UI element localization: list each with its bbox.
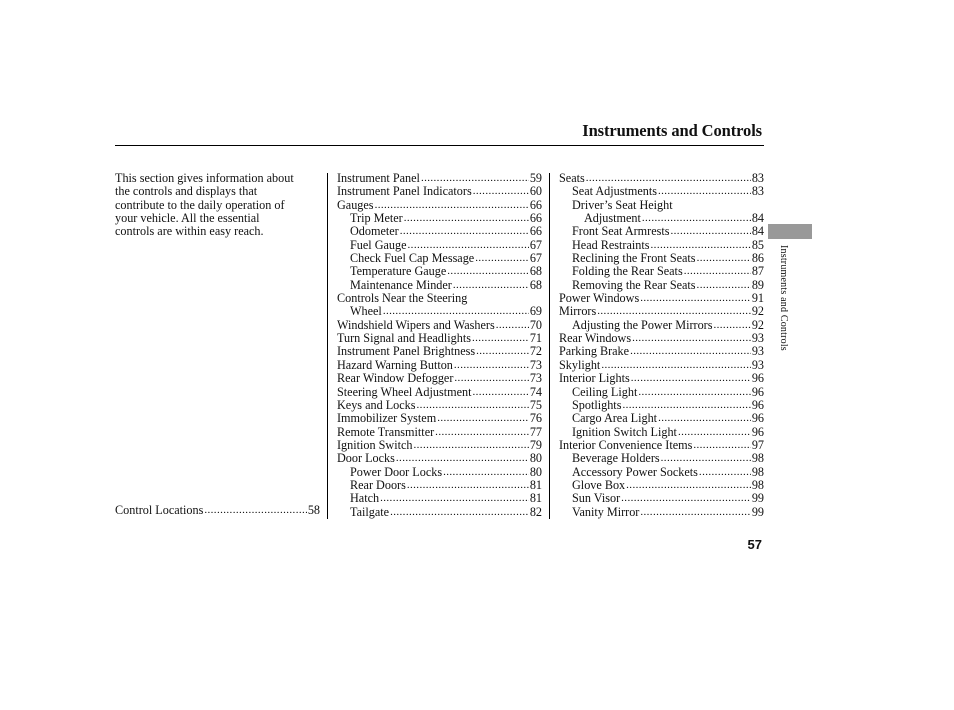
- toc-entry-label: Wheel: [350, 304, 382, 319]
- toc-entry[interactable]: [559, 452, 764, 465]
- toc-column-1: [337, 172, 542, 519]
- toc-entry[interactable]: [337, 225, 542, 238]
- toc-entry[interactable]: [337, 399, 542, 412]
- toc-entry-page: 80: [529, 451, 542, 466]
- dot-leader: [697, 252, 751, 265]
- toc-entry[interactable]: [337, 172, 542, 185]
- toc-entry-label: Tailgate: [350, 504, 390, 519]
- toc-entry-label: Keys and Locks: [337, 397, 416, 412]
- dot-leader: [658, 412, 751, 425]
- dot-leader: [473, 185, 529, 198]
- toc-entry-label: Interior Convenience Items: [559, 437, 693, 452]
- toc-entry[interactable]: [559, 305, 764, 318]
- dot-leader: [684, 265, 751, 278]
- toc-entry-page: 83: [751, 184, 764, 199]
- dot-leader: [632, 332, 751, 345]
- toc-entry-label: Seat Adjustments: [572, 184, 657, 199]
- dot-leader: [417, 399, 529, 412]
- toc-entry-label: Power Windows: [559, 291, 640, 306]
- toc-entry-label: Odometer: [350, 224, 399, 239]
- toc-entry[interactable]: [559, 479, 764, 492]
- dot-leader: [631, 372, 751, 385]
- toc-entry-label: Folding the Rear Seats: [572, 264, 683, 279]
- toc-entry-label: Cargo Area Light: [572, 411, 658, 426]
- dot-leader: [661, 452, 751, 465]
- toc-entry-label: Remote Transmitter: [337, 424, 435, 439]
- dot-leader: [621, 492, 751, 505]
- toc-entry-page: 93: [751, 331, 764, 346]
- dot-leader: [642, 212, 751, 225]
- toc-entry[interactable]: [559, 252, 764, 265]
- toc-entry-page: 80: [529, 464, 542, 479]
- toc-entry[interactable]: [559, 372, 764, 385]
- toc-entry-page: 77: [529, 424, 542, 439]
- toc-entry-label: Instrument Panel: [337, 171, 420, 185]
- toc-entry-label: Temperature Gauge: [350, 264, 447, 279]
- toc-entry-page: 92: [751, 317, 764, 332]
- dot-leader: [421, 172, 529, 185]
- toc-entry-label: Turn Signal and Headlights: [337, 331, 471, 346]
- toc-entry-label: Instrument Panel Indicators: [337, 184, 472, 199]
- toc-entry[interactable]: [559, 412, 764, 425]
- toc-entry-label: Skylight: [559, 357, 601, 372]
- toc-entry-label: Adjusting the Power Mirrors: [572, 317, 713, 332]
- toc-entry-label: Parking Brake: [559, 344, 630, 359]
- toc-entry[interactable]: [559, 199, 764, 212]
- toc-entry-page: 66: [529, 211, 542, 226]
- toc-entry[interactable]: [337, 386, 542, 399]
- dot-leader: [447, 265, 529, 278]
- toc-entry-label: Door Locks: [337, 451, 395, 466]
- dot-leader: [454, 359, 529, 372]
- dot-leader: [407, 479, 529, 492]
- toc-entry-page: 96: [751, 371, 764, 386]
- dot-leader: [658, 185, 751, 198]
- column-divider: [327, 173, 328, 519]
- dot-leader: [693, 439, 750, 452]
- toc-entry-page: 84: [751, 211, 764, 226]
- dot-leader: [597, 305, 751, 318]
- dot-leader: [437, 412, 529, 425]
- toc-entry-page: 92: [751, 304, 764, 319]
- toc-entry[interactable]: [559, 345, 764, 358]
- toc-entry[interactable]: [337, 452, 542, 465]
- toc-entry[interactable]: [559, 239, 764, 252]
- intro-line: the controls and displays that: [115, 184, 258, 199]
- dot-leader: [713, 319, 750, 332]
- toc-entry[interactable]: [559, 399, 764, 412]
- toc-entry[interactable]: [337, 466, 542, 479]
- dot-leader: [697, 279, 751, 292]
- page-number: 57: [747, 537, 762, 552]
- dot-leader: [404, 212, 529, 225]
- toc-entry-label: Head Restraints: [572, 237, 650, 252]
- toc-entry[interactable]: [559, 359, 764, 372]
- dot-leader: [622, 399, 750, 412]
- dot-leader: [699, 466, 751, 479]
- toc-entry[interactable]: [337, 319, 542, 332]
- toc-entry-label: Fuel Gauge: [350, 237, 407, 252]
- toc-entry-label: Glove Box: [572, 477, 626, 492]
- toc-entry-page: 83: [751, 171, 764, 185]
- toc-entry[interactable]: [337, 265, 542, 278]
- toc-entry-label: Check Fuel Cap Message: [350, 251, 475, 266]
- dot-leader: [475, 252, 529, 265]
- dot-leader: [443, 466, 529, 479]
- dot-leader: [678, 426, 751, 439]
- toc-entry-page: 99: [751, 491, 764, 506]
- toc-entry-page: 98: [751, 451, 764, 466]
- toc-entry-label: Hazard Warning Button: [337, 357, 453, 372]
- toc-entry-page: 69: [529, 304, 542, 319]
- dot-leader: [626, 479, 751, 492]
- dot-leader: [375, 199, 529, 212]
- dot-leader: [640, 292, 751, 305]
- toc-entry-page: 66: [529, 224, 542, 239]
- toc-entry-page: 84: [751, 224, 764, 239]
- dot-leader: [396, 452, 529, 465]
- dot-leader: [601, 359, 751, 372]
- dot-leader: [476, 345, 529, 358]
- toc-entry[interactable]: [559, 439, 764, 452]
- toc-entry[interactable]: [337, 279, 542, 292]
- toc-entry-label: Spotlights: [572, 397, 622, 412]
- toc-entry[interactable]: [337, 345, 542, 358]
- toc-entry-label: Interior Lights: [559, 371, 630, 386]
- toc-entry-page: 58: [307, 503, 320, 517]
- toc-entry[interactable]: [337, 292, 542, 305]
- dot-leader: [454, 372, 528, 385]
- dot-leader: [586, 172, 751, 185]
- toc-column-2: [559, 172, 764, 519]
- dot-leader: [640, 506, 750, 519]
- toc-entry-page: 79: [529, 437, 542, 452]
- toc-entry[interactable]: [337, 332, 542, 345]
- toc-entry-page: 96: [751, 411, 764, 426]
- dot-leader: [651, 239, 751, 252]
- toc-entry[interactable]: [559, 225, 764, 238]
- toc-entry-page: 74: [529, 384, 542, 399]
- toc-entry[interactable]: [559, 265, 764, 278]
- toc-entry-label: Rear Doors: [350, 477, 406, 492]
- toc-entry[interactable]: [337, 492, 542, 505]
- toc-entry-label: Windshield Wipers and Washers: [337, 317, 495, 332]
- toc-entry-page: 59: [529, 171, 542, 185]
- intro-line: controls are within easy reach.: [115, 224, 264, 239]
- toc-entry-label: Rear Window Defogger: [337, 371, 454, 386]
- toc-entry-label: Beverage Holders: [572, 451, 660, 466]
- dot-leader: [496, 319, 529, 332]
- dot-leader: [453, 279, 529, 292]
- intro-line: This section gives information about: [115, 171, 294, 185]
- column-divider: [549, 173, 550, 519]
- toc-entry[interactable]: [337, 199, 542, 212]
- toc-entry[interactable]: [559, 172, 764, 185]
- toc-entry-control-locations[interactable]: [115, 504, 320, 517]
- toc-entry-label: Instrument Panel Brightness: [337, 344, 476, 359]
- toc-entry-label: Trip Meter: [350, 211, 403, 226]
- dot-leader: [408, 239, 529, 252]
- toc-entry-page: 81: [529, 477, 542, 492]
- toc-entry[interactable]: [559, 319, 764, 332]
- toc-entry[interactable]: [337, 239, 542, 252]
- toc-entry-page: 81: [529, 491, 542, 506]
- toc-entry[interactable]: [337, 185, 542, 198]
- toc-entry-label: Immobilizer System: [337, 411, 437, 426]
- toc-entry[interactable]: [337, 372, 542, 385]
- toc-entry-page: 73: [529, 371, 542, 386]
- toc-entry-label: Vanity Mirror: [572, 504, 640, 519]
- toc-entry[interactable]: [337, 479, 542, 492]
- toc-entry-label: Removing the Rear Seats: [572, 277, 696, 292]
- toc-entry-page: 85: [751, 237, 764, 252]
- toc-entry[interactable]: [337, 212, 542, 225]
- toc-entry[interactable]: [559, 292, 764, 305]
- toc-entry-page: 82: [529, 504, 542, 519]
- toc-entry-page: 72: [529, 344, 542, 359]
- toc-entry-label: Steering Wheel Adjustment: [337, 384, 472, 399]
- toc-entry-page: 98: [751, 477, 764, 492]
- dot-leader: [435, 426, 529, 439]
- toc-entry-label: Mirrors: [559, 304, 597, 319]
- toc-entry-label: Maintenance Minder: [350, 277, 452, 292]
- toc-entry-page: 93: [751, 344, 764, 359]
- toc-entry-page: 97: [751, 437, 764, 452]
- dot-leader: [630, 345, 751, 358]
- toc-entry-label: Adjustment: [584, 211, 641, 226]
- toc-entry[interactable]: [559, 492, 764, 505]
- dot-leader: [383, 305, 529, 318]
- dot-leader: [671, 225, 751, 238]
- toc-entry-label: Controls Near the Steering: [337, 291, 468, 306]
- toc-entry-label: Accessory Power Sockets: [572, 464, 698, 479]
- toc-entry-page: 86: [751, 251, 764, 266]
- dot-leader: [638, 386, 750, 399]
- dot-leader: [472, 332, 529, 345]
- dot-leader: [390, 506, 529, 519]
- intro-line: your vehicle. All the essential: [115, 211, 260, 226]
- dot-leader: [380, 492, 529, 505]
- toc-entry[interactable]: [559, 212, 764, 225]
- toc-entry-label: Rear Windows: [559, 331, 632, 346]
- toc-entry-page: 73: [529, 357, 542, 372]
- toc-entry-label: Reclining the Front Seats: [572, 251, 696, 266]
- toc-entry-page: 96: [751, 424, 764, 439]
- toc-entry[interactable]: [559, 332, 764, 345]
- page-title: Instruments and Controls: [582, 121, 762, 140]
- toc-entry[interactable]: [337, 359, 542, 372]
- toc-entry[interactable]: [337, 426, 542, 439]
- toc-entry-page: 71: [529, 331, 542, 346]
- toc-entry-page: 96: [751, 384, 764, 399]
- toc-entry-page: 60: [529, 184, 542, 199]
- toc-entry-label: Ignition Switch Light: [572, 424, 677, 439]
- toc-entry-label: Ignition Switch: [337, 437, 413, 452]
- toc-entry-page: 68: [529, 277, 542, 292]
- toc-entry-label: Driver’s Seat Height: [572, 197, 673, 212]
- toc-entry-label: Gauges: [337, 197, 374, 212]
- toc-entry[interactable]: [337, 412, 542, 425]
- toc-entry-page: 87: [751, 264, 764, 279]
- toc-entry-label: Front Seat Armrests: [572, 224, 670, 239]
- intro-line: contribute to the daily operation of: [115, 197, 285, 212]
- toc-entry-page: 67: [529, 237, 542, 252]
- section-tab: [768, 224, 812, 239]
- toc-entry-label: Sun Visor: [572, 491, 621, 506]
- toc-entry[interactable]: [559, 279, 764, 292]
- toc-entry-label: Seats: [559, 171, 585, 185]
- toc-entry[interactable]: [559, 386, 764, 399]
- toc-entry[interactable]: [559, 506, 764, 519]
- toc-entry-page: 96: [751, 397, 764, 412]
- dot-leader: [400, 225, 529, 238]
- toc-entry-page: 75: [529, 397, 542, 412]
- toc-entry-page: 70: [529, 317, 542, 332]
- header-rule: [115, 145, 764, 146]
- toc-entry-page: 99: [751, 504, 764, 519]
- toc-entry[interactable]: [337, 506, 542, 519]
- toc-entry[interactable]: [337, 305, 542, 318]
- toc-entry-label: Hatch: [350, 491, 380, 506]
- toc-entry-page: 93: [751, 357, 764, 372]
- toc-entry-page: 89: [751, 277, 764, 292]
- dot-leader: [204, 504, 306, 517]
- dot-leader: [414, 439, 529, 452]
- dot-leader: [473, 386, 529, 399]
- toc-entry[interactable]: [337, 439, 542, 452]
- toc-entry-page: 76: [529, 411, 542, 426]
- intro-text: [115, 172, 325, 239]
- toc-entry[interactable]: [559, 426, 764, 439]
- toc-entry-page: 66: [529, 197, 542, 212]
- section-tab-label: Instruments and Controls: [778, 245, 789, 351]
- toc-entry-page: 98: [751, 464, 764, 479]
- toc-entry-page: 68: [529, 264, 542, 279]
- toc-entry[interactable]: [559, 466, 764, 479]
- toc-entry-label: Control Locations: [115, 503, 204, 517]
- toc-entry-label: Ceiling Light: [572, 384, 638, 399]
- toc-entry-label: Power Door Locks: [350, 464, 443, 479]
- toc-entry[interactable]: [559, 185, 764, 198]
- toc-entry-page: 67: [529, 251, 542, 266]
- toc-entry-page: 91: [751, 291, 764, 306]
- toc-entry[interactable]: [337, 252, 542, 265]
